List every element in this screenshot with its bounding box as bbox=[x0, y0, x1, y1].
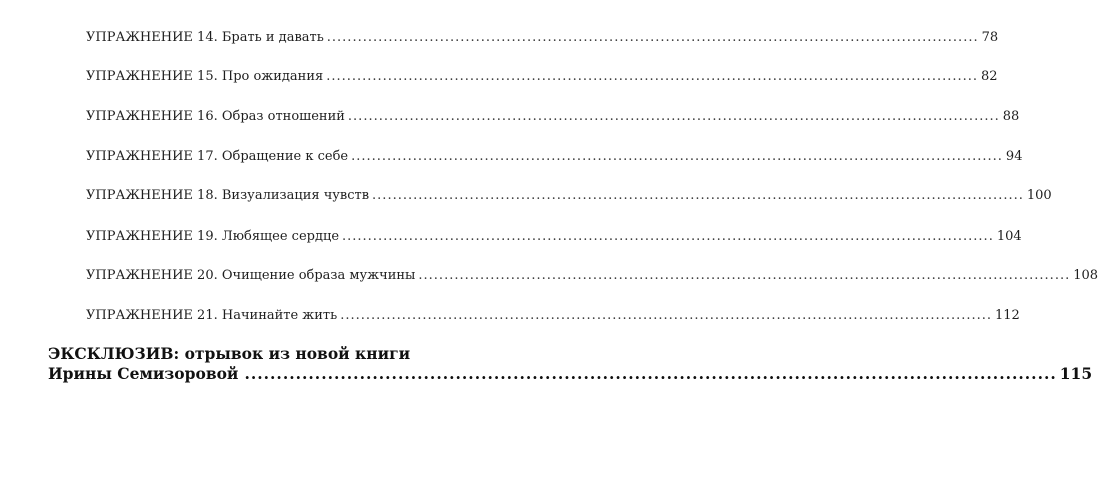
toc-page-number: 108 bbox=[1073, 268, 1098, 283]
toc-entry-16 bbox=[86, 109, 1020, 125]
toc-page-number: 94 bbox=[1005, 149, 1023, 164]
toc-entry-21 bbox=[86, 308, 1020, 324]
toc-leader-dots: ............................................................................................................................... bbox=[347, 109, 1000, 124]
toc-entry-17 bbox=[86, 149, 1023, 165]
toc-leader-dots: ............................................................................................................................... bbox=[342, 229, 994, 244]
toc-page-number: 104 bbox=[996, 229, 1022, 244]
toc-entry-title: УПРАЖНЕНИЕ 15. Про ожидания bbox=[86, 69, 324, 84]
toc-leader-dots: ............................................................................................................................... bbox=[351, 149, 1003, 164]
toc-leader-dots: ............................................................................................................................... bbox=[326, 30, 979, 45]
toc-entry-title: УПРАЖНЕНИЕ 16. Образ отношений bbox=[86, 109, 345, 124]
toc-page-number: 115 bbox=[1059, 364, 1093, 383]
toc-page-number: 112 bbox=[995, 308, 1020, 323]
toc-entry-20 bbox=[86, 268, 1098, 284]
toc-leader-dots: ............................................................................................................................... bbox=[244, 364, 1057, 383]
toc-page-number: 78 bbox=[981, 30, 999, 45]
toc-entry-title: УПРАЖНЕНИЕ 17. Обращение к себе bbox=[86, 149, 349, 164]
toc-leader-dots: ............................................................................................................................... bbox=[372, 188, 1024, 203]
toc-exclusive-title-line1: ЭКСКЛЮЗИВ: отрывок из новой книги bbox=[48, 344, 411, 363]
toc-entry-title: УПРАЖНЕНИЕ 19. Любящее сердце bbox=[86, 229, 340, 244]
toc-leader-dots: ............................................................................................................................... bbox=[326, 69, 979, 84]
toc-entry-exclusive bbox=[48, 344, 1093, 384]
toc-entry-title: УПРАЖНЕНИЕ 18. Визуализация чувств bbox=[86, 188, 370, 203]
toc-exclusive-line2 bbox=[48, 364, 1093, 384]
toc-entry-title: УПРАЖНЕНИЕ 14. Брать и давать bbox=[86, 30, 324, 45]
toc-leader-dots: ............................................................................................................................... bbox=[418, 268, 1071, 283]
toc-entry-title: УПРАЖНЕНИЕ 20. Очищение образа мужчины bbox=[86, 268, 416, 283]
toc-entry-15 bbox=[86, 69, 998, 85]
toc-leader-dots: ............................................................................................................................... bbox=[340, 308, 993, 323]
toc-entry-14 bbox=[86, 30, 999, 46]
toc-page-number: 82 bbox=[981, 69, 998, 84]
toc-entry-19 bbox=[86, 229, 1022, 245]
toc-exclusive-title-line2: Ирины Семизоровой bbox=[48, 364, 239, 383]
toc-entry-18 bbox=[86, 188, 1052, 204]
toc-page-number: 100 bbox=[1026, 188, 1052, 203]
toc-entry-title: УПРАЖНЕНИЕ 21. Начинайте жить bbox=[86, 308, 338, 323]
toc-page-number: 88 bbox=[1002, 109, 1020, 124]
